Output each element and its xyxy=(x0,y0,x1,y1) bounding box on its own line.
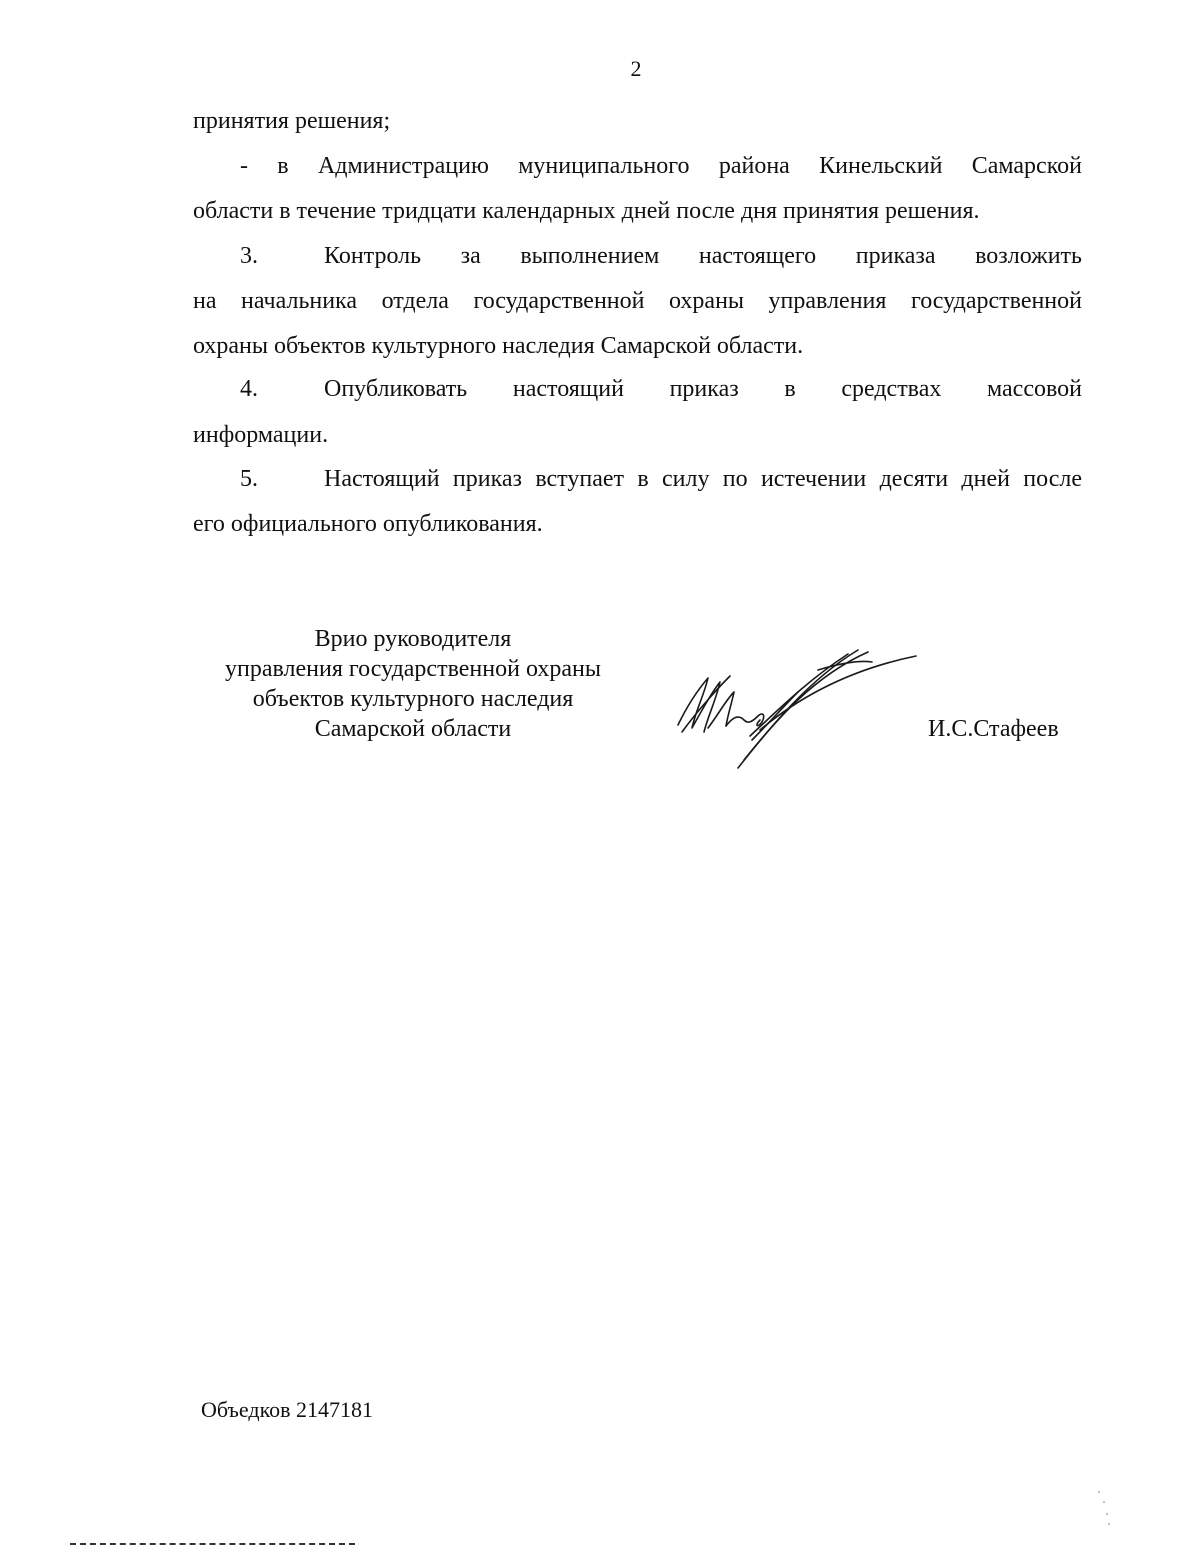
item-text: Опубликовать настоящий приказ в средствах массовой xyxy=(324,376,1082,402)
signatory-title-line: управления государственной охраны xyxy=(225,656,601,682)
signatory-title-line: Самарской области xyxy=(314,716,512,742)
paragraph-line: на начальника отдела государственной охраны управления государственной xyxy=(193,288,1082,314)
signatory-title-line: объектов культурного наследия xyxy=(252,686,574,712)
signatory-title xyxy=(190,624,636,744)
item-number: 4. xyxy=(240,376,258,402)
paragraph-line: - в Администрацию муниципального района Кинельский Самарской xyxy=(240,153,1082,179)
item-text: Контроль за выполнением настоящего приказа возложить xyxy=(324,243,1082,269)
item-number: 3. xyxy=(240,243,258,269)
paragraph-line: охраны объектов культурного наследия Самарской области. xyxy=(193,333,804,359)
executor-info: Объедков 2147181 xyxy=(201,1397,374,1422)
signatory-title-line: Врио руководителя xyxy=(314,626,512,652)
paragraph-line: области в течение тридцати календарных дней после дня принятия решения. xyxy=(193,198,980,224)
page-number: 2 xyxy=(630,56,642,81)
paragraph-line: принятия решения; xyxy=(193,108,391,134)
signatory-name: И.С.Стафеев xyxy=(928,716,1059,742)
handwritten-signature xyxy=(668,640,928,770)
scan-artifact xyxy=(1095,1488,1115,1528)
paragraph-line: информации. xyxy=(193,422,329,448)
footer-divider xyxy=(70,1543,355,1545)
item-number: 5. xyxy=(240,466,258,492)
item-text: Настоящий приказ вступает в силу по истечении десяти дней после xyxy=(324,466,1082,492)
paragraph-line: его официального опубликования. xyxy=(193,511,543,537)
